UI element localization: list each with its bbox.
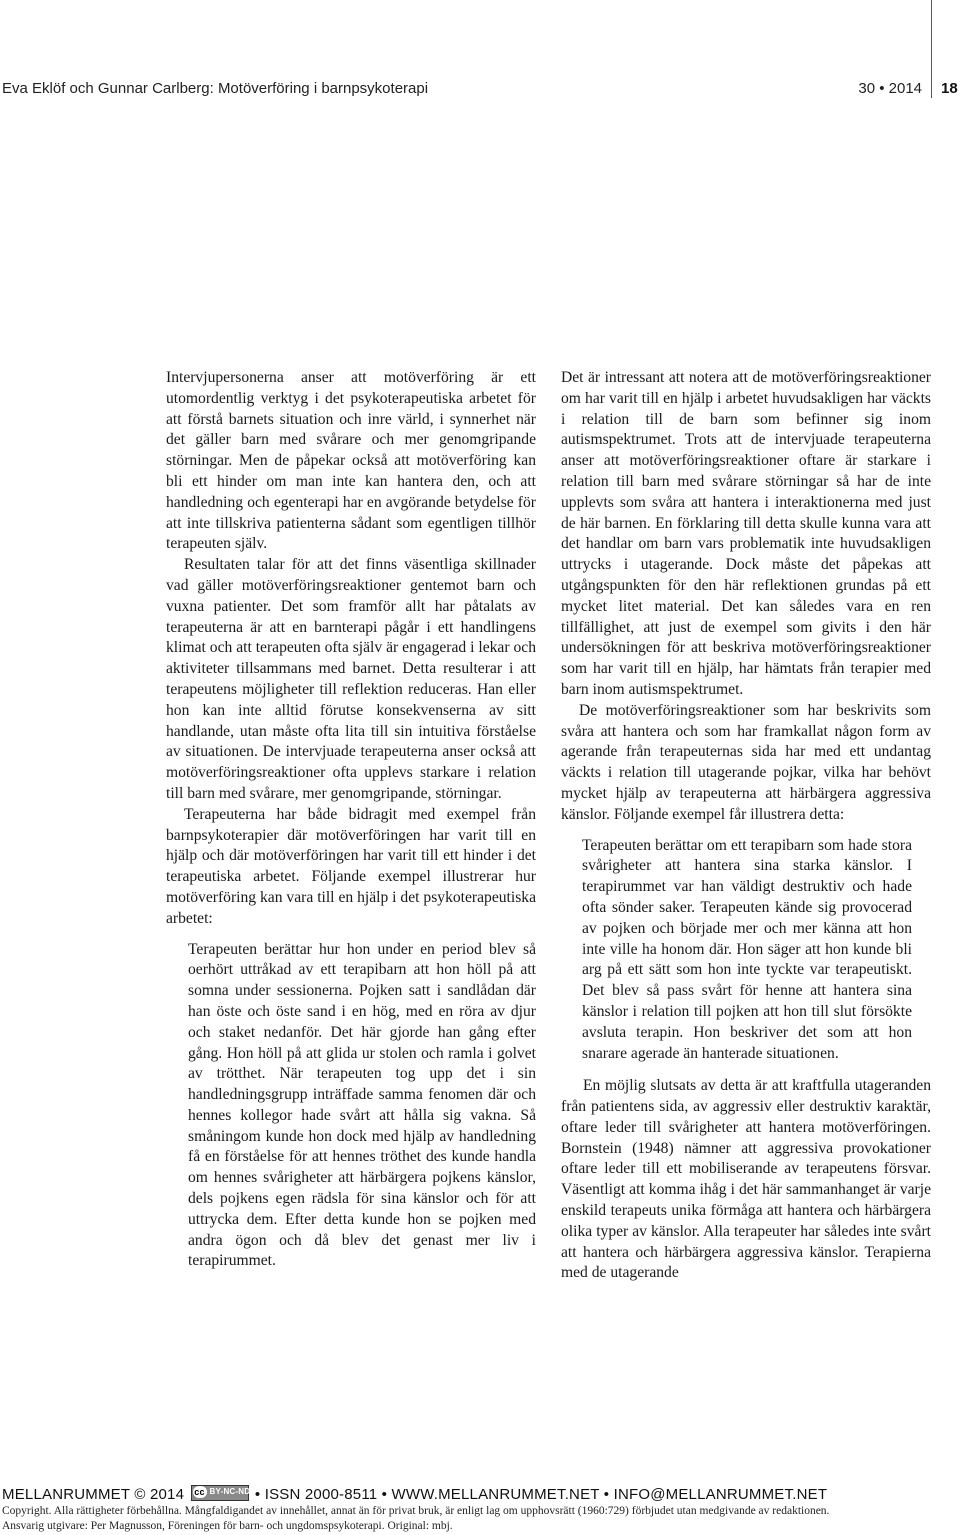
footer-brand: MELLANRUMMET © 2014 [2, 1486, 185, 1503]
cc-license-icon [191, 1485, 249, 1501]
running-title: Eva Eklöf och Gunnar Carlberg: Motöverföring i barnpsykoterapi [2, 80, 429, 97]
footer-issn: • ISSN 2000-8511 • WWW.MELLANRUMMET.NET • INFO@MELLANRUMMET.NET [254, 1486, 828, 1503]
paragraph: Resultaten talar för att det finns väsentliga skillnader vad gäller motöverföringsreaktioner gentemot barn och vuxna patienter. Det som framför allt har påtalats av terapeuterna är att en barnterapi pågår i ett handlingens klimat och att terapeuten ofta själv är engagerad i lekar och aktiviteter tillsammans med barnet. Detta resulterar i att terapeutens möjligheter till reflektion reduceras. Han eller hon kan inte alltid förutse konsekvenserna av sitt handlande, utan måste ofta lita till sin intuitiva förståelse av situationen. De intervjuade terapeuterna anser också att motöverföringsreaktioner ofta upplevs starkare i relation till barn med svårare, mer genomgripande, störningar. [166, 556, 536, 802]
copyright-notice: Copyright. Alla rättigheter förbehållna. Mångfaldigandet av innehållet, annat än för privat bruk, är enligt lag om upphovsrätt (1960:729) förbjudet utan medgivande av redaktionen. [2, 1505, 830, 1517]
footer-line [2, 1485, 827, 1503]
paragraph: Terapeuterna har både bidragit med exempel från barnpsykoterapier där motöverföringen har varit till en hjälp och där motöverföringen har varit till ett hinder i det terapeutiska arbetet. Följande exempel illustrerar hur motöverföring kan vara till en hjälp i det psykoterapeutiska arbetet: [166, 805, 536, 927]
block-quote: Terapeuten berättar hur hon under en period blev så oerhört uttråkad av ett terapibarn att hon höll på att somna under sessionerna. Pojken satt i sandlådan där han öste och öste sand i en hög, med en röra av djur och staket nedanför. Det här gjorde han gång efter gång. Hon höll på att glida ur stolen och ramla i golvet av trötthet. När terapeuten tog upp det i sin handledningsgrupp inträffade samma fenomen där och hennes kollegor hade svårt att hålla sig vakna. Så småningom kunde hon dock med hjälp av handledning få en förståelse för att hennes tröthet des kunde handla om hennes svårigheter att härbärgera pojkens känslor, dels pojkens egen rädsla för sina känslor och för att uttrycka dem. Efter detta kunde hon se pojken med andra ögon och då blev det genast mer liv i terapirummet. [188, 940, 536, 1270]
publisher-notice: Ansvarig utgivare: Per Magnusson, Föreningen för barn- och ungdomspsykoterapi. Original: mbj. [2, 1520, 453, 1532]
paragraph: En möjlig slutsats av detta är att kraftfulla utageranden från patientens sida, av aggressiv eller destruktiv karaktär, oftare leder till svårigheter att hantera motöverföringen. Bornstein (1948) nämner att aggressiva provokationer oftare leder till ett mobiliserande av terapeutens försvar. Väsentligt att komma ihåg i det här sammanhanget är varje enskild terapeuts unika förmåga att hantera och härbärgera olika typer av känslor. Alla terapeuter har således inte svårt att hantera och härbärgera aggressiva känslor. Terapierna med de utagerande [561, 1077, 931, 1282]
paragraph: Det är intressant att notera att de motöverföringsreaktioner om har varit till en hjälp i arbetet huvudsakligen har väckts i relation till de barn som befinner sig inom autismspektrumet. Trots att de intervjuade terapeuterna anser att motöverföringsreaktioner oftare är starkare i relation till barn med svårare störningar så har de inte upplevts som svåra att hantera i interaktionerna med just de här barnen. En förklaring till detta skulle kunna vara att det handlar om barn vars problematik inte huvudsakligen uttrycks i utagerande. Dock måste det påpekas att utgångspunkten för den här reflektionen grundas på ett mycket litet material. Det kan således vara en ren tillfällighet, att just de exempel som givits i den här undersökningen för att beskriva motöverföringsreaktioner som har varit till en hjälp, har hämtats från terapier med barn inom autismspektrumet. [561, 369, 931, 698]
paragraph: De motöverföringsreaktioner som har beskrivits som svåra att hantera och som har framkallat någon form av agerande från terapeuternas sida har med ett undantag väckts i relation till utagerande pojkar, vilka har behövt mycket hjälp av terapeuterna att härbärgera aggressiva känslor. Följande exempel får illustrera detta: [561, 701, 931, 823]
paragraph: Intervjupersonerna anser att motöverföring är ett utomordentlig verktyg i det psykoterapeutiska arbetet för att förstå barnets situation och inre värld, i synnerhet när det gäller barn med svårare och mer genomgripande störningar. Men de påpekar också att motöverföring kan bli ett hinder om man inte kan hantera den, och att handledning och egenterapi har en avgörande betydelse för att inte tillskriva patienterna sådant som egentligen tillhör terapeuten själv. [166, 369, 536, 553]
right-column [561, 368, 931, 1284]
issue-label: 30 • 2014 [858, 80, 922, 97]
cc-license-label: cc BY-NC-ND [209, 1487, 251, 1496]
page-number: 18 [941, 80, 958, 97]
left-column [166, 368, 536, 1272]
block-quote: Terapeuten berättar om ett terapibarn som hade stora svårigheter att hantera sina starka känslor. I terapirummet var han väldigt destruktiv och hade ofta sönder saker. Terapeuten kände sig provocerad av pojken och började mer och mer känna att hon inte ville ha honom där. Hon säger att hon kunde bli arg på ett sätt som hon inte tyckte var terapeutiskt. Det blev så pass svårt för henne att hantera sina känslor i relation till pojken att hon till slut försökte avsluta terapin. Hon beskriver det som att hon snarare agerade än hanterade situationen. [582, 836, 912, 1062]
header-divider [931, 0, 932, 98]
